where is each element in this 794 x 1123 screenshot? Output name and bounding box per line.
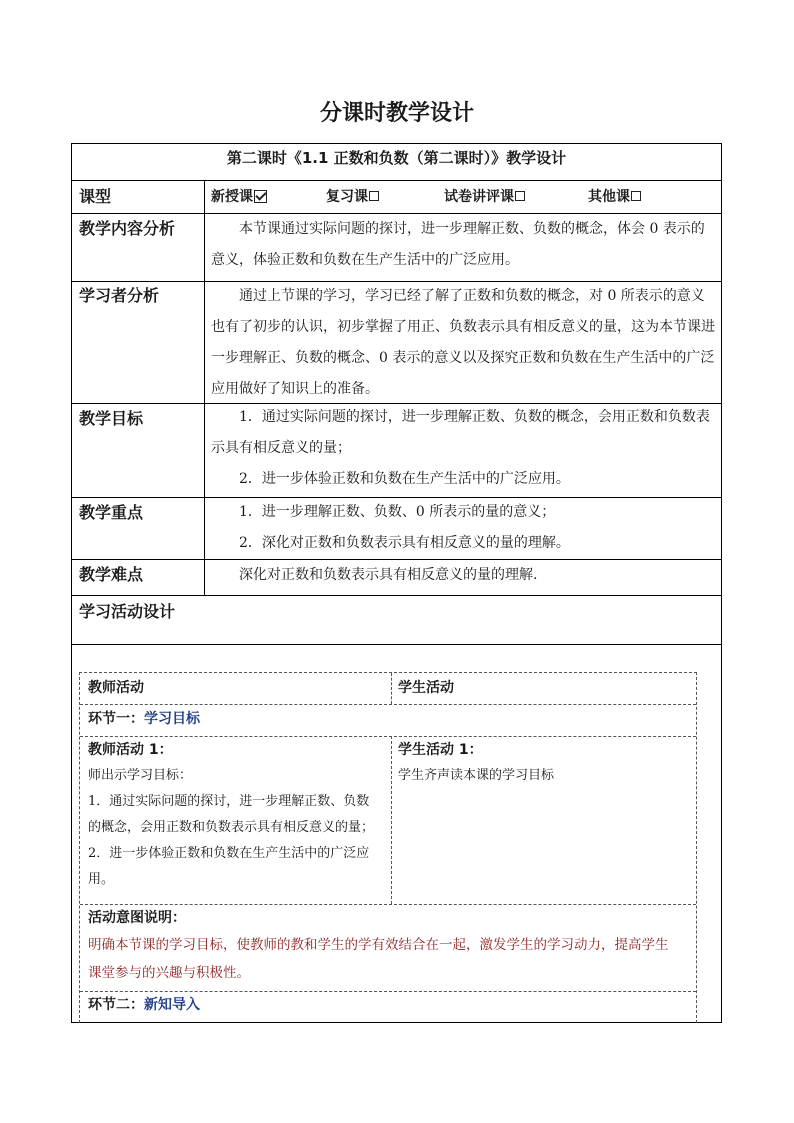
- page-title: 分课时教学设计: [319, 101, 474, 126]
- key-point-item: 1．进一步理解正数、负数、0 所表示的量的意义；: [239, 504, 556, 520]
- teacher-activity-line: 用。: [88, 872, 115, 887]
- activity-intent-label: 活动意图说明：: [88, 910, 186, 926]
- key-points-label: 教学重点: [79, 503, 144, 522]
- lesson-type-options: [205, 180, 721, 213]
- difficulties-text: 深化对正数和负数表示具有相反意义的量的理解.: [239, 567, 538, 583]
- key-point-item: 2．深化对正数和负数表示具有相反意义的量的理解。: [239, 535, 570, 551]
- student-activity-header: 学生活动: [398, 680, 454, 696]
- step-one-name: 学习目标: [144, 711, 200, 727]
- difficulties-label: 教学难点: [79, 565, 144, 584]
- option-new-lesson[interactable]: 新授课: [211, 186, 267, 206]
- teacher-activity-header: 教师活动: [88, 680, 144, 696]
- checkbox-checked-icon[interactable]: [254, 190, 267, 203]
- activity-intent-line: 课堂参与的兴趣与积极性。: [88, 965, 250, 981]
- student-activity-1-text: 学生齐声读本课的学习目标: [398, 768, 555, 783]
- step-two-name: 新知导入: [144, 997, 200, 1013]
- checkbox-empty-icon[interactable]: [369, 191, 379, 201]
- activity-intent-line: 明确本节课的学习目标，使教师的教和学生的学有效结合在一起，激发学生的学习动力，提高学生: [88, 937, 669, 953]
- option-other-lesson[interactable]: 其他课: [588, 186, 641, 206]
- lesson-type-label: 课型: [79, 187, 112, 206]
- step-one: 环节一：学习目标: [88, 711, 200, 727]
- learner-analysis-label: 学习者分析: [79, 286, 160, 305]
- objectives-label: 教学目标: [79, 409, 144, 428]
- content-analysis-label: 教学内容分析: [79, 219, 176, 238]
- learner-analysis-text: 通过上节课的学习，学习已经了解了正数和负数的概念，对 0 所表示的意义也有了初步的认识，初步掌握了用正、负数表示具有相反意义的量，这为本节课进一步理解正、负数的概念、0 表示的意义以及探究正数和负数在生产生活中的广泛应用做好了知识上的准备。: [211, 288, 715, 397]
- activity-table: [79, 672, 697, 1023]
- option-review-lesson[interactable]: 复习课: [326, 186, 379, 206]
- key-points-list: [205, 497, 721, 559]
- teacher-activity-1: [88, 737, 388, 893]
- activity-intent: [88, 905, 694, 987]
- checkbox-empty-icon[interactable]: [631, 191, 641, 201]
- lesson-subtitle: 第二课时《1.1 正数和负数（第二课时）》教学设计: [226, 149, 567, 167]
- objective-item: 2．进一步体验正数和负数在生产生活中的广泛应用。: [239, 471, 570, 487]
- option-exam-review-lesson[interactable]: 试卷讲评课: [444, 186, 525, 206]
- teacher-activity-line: 2．进一步体验正数和负数在生产生活中的广泛应: [88, 846, 370, 861]
- student-activity-1: [398, 737, 688, 789]
- checkbox-empty-icon[interactable]: [515, 191, 525, 201]
- objective-item: 1．通过实际问题的探讨，进一步理解正数、负数的概念，会用正数和负数表示具有相反意义的量；: [211, 409, 710, 456]
- content-analysis-text: 本节课通过实际问题的探讨，进一步理解正数、负数的概念，体会 0 表示的意义，体验正数和负数在生产生活中的广泛应用。: [211, 221, 705, 268]
- teacher-activity-line: 师出示学习目标：: [88, 768, 193, 783]
- teacher-activity-line: 1．通过实际问题的探讨，进一步理解正数、负数: [88, 794, 370, 809]
- teacher-activity-line: 的概念，会用正数和负数表示具有相反意义的量；: [88, 820, 375, 835]
- teacher-activity-1-title: 教师活动 1：: [88, 742, 173, 758]
- objectives-list: [205, 402, 721, 495]
- step-two: 环节二：新知导入: [88, 997, 200, 1013]
- student-activity-1-title: 学生活动 1：: [398, 742, 483, 758]
- activity-design-label: 学习活动设计: [79, 602, 176, 621]
